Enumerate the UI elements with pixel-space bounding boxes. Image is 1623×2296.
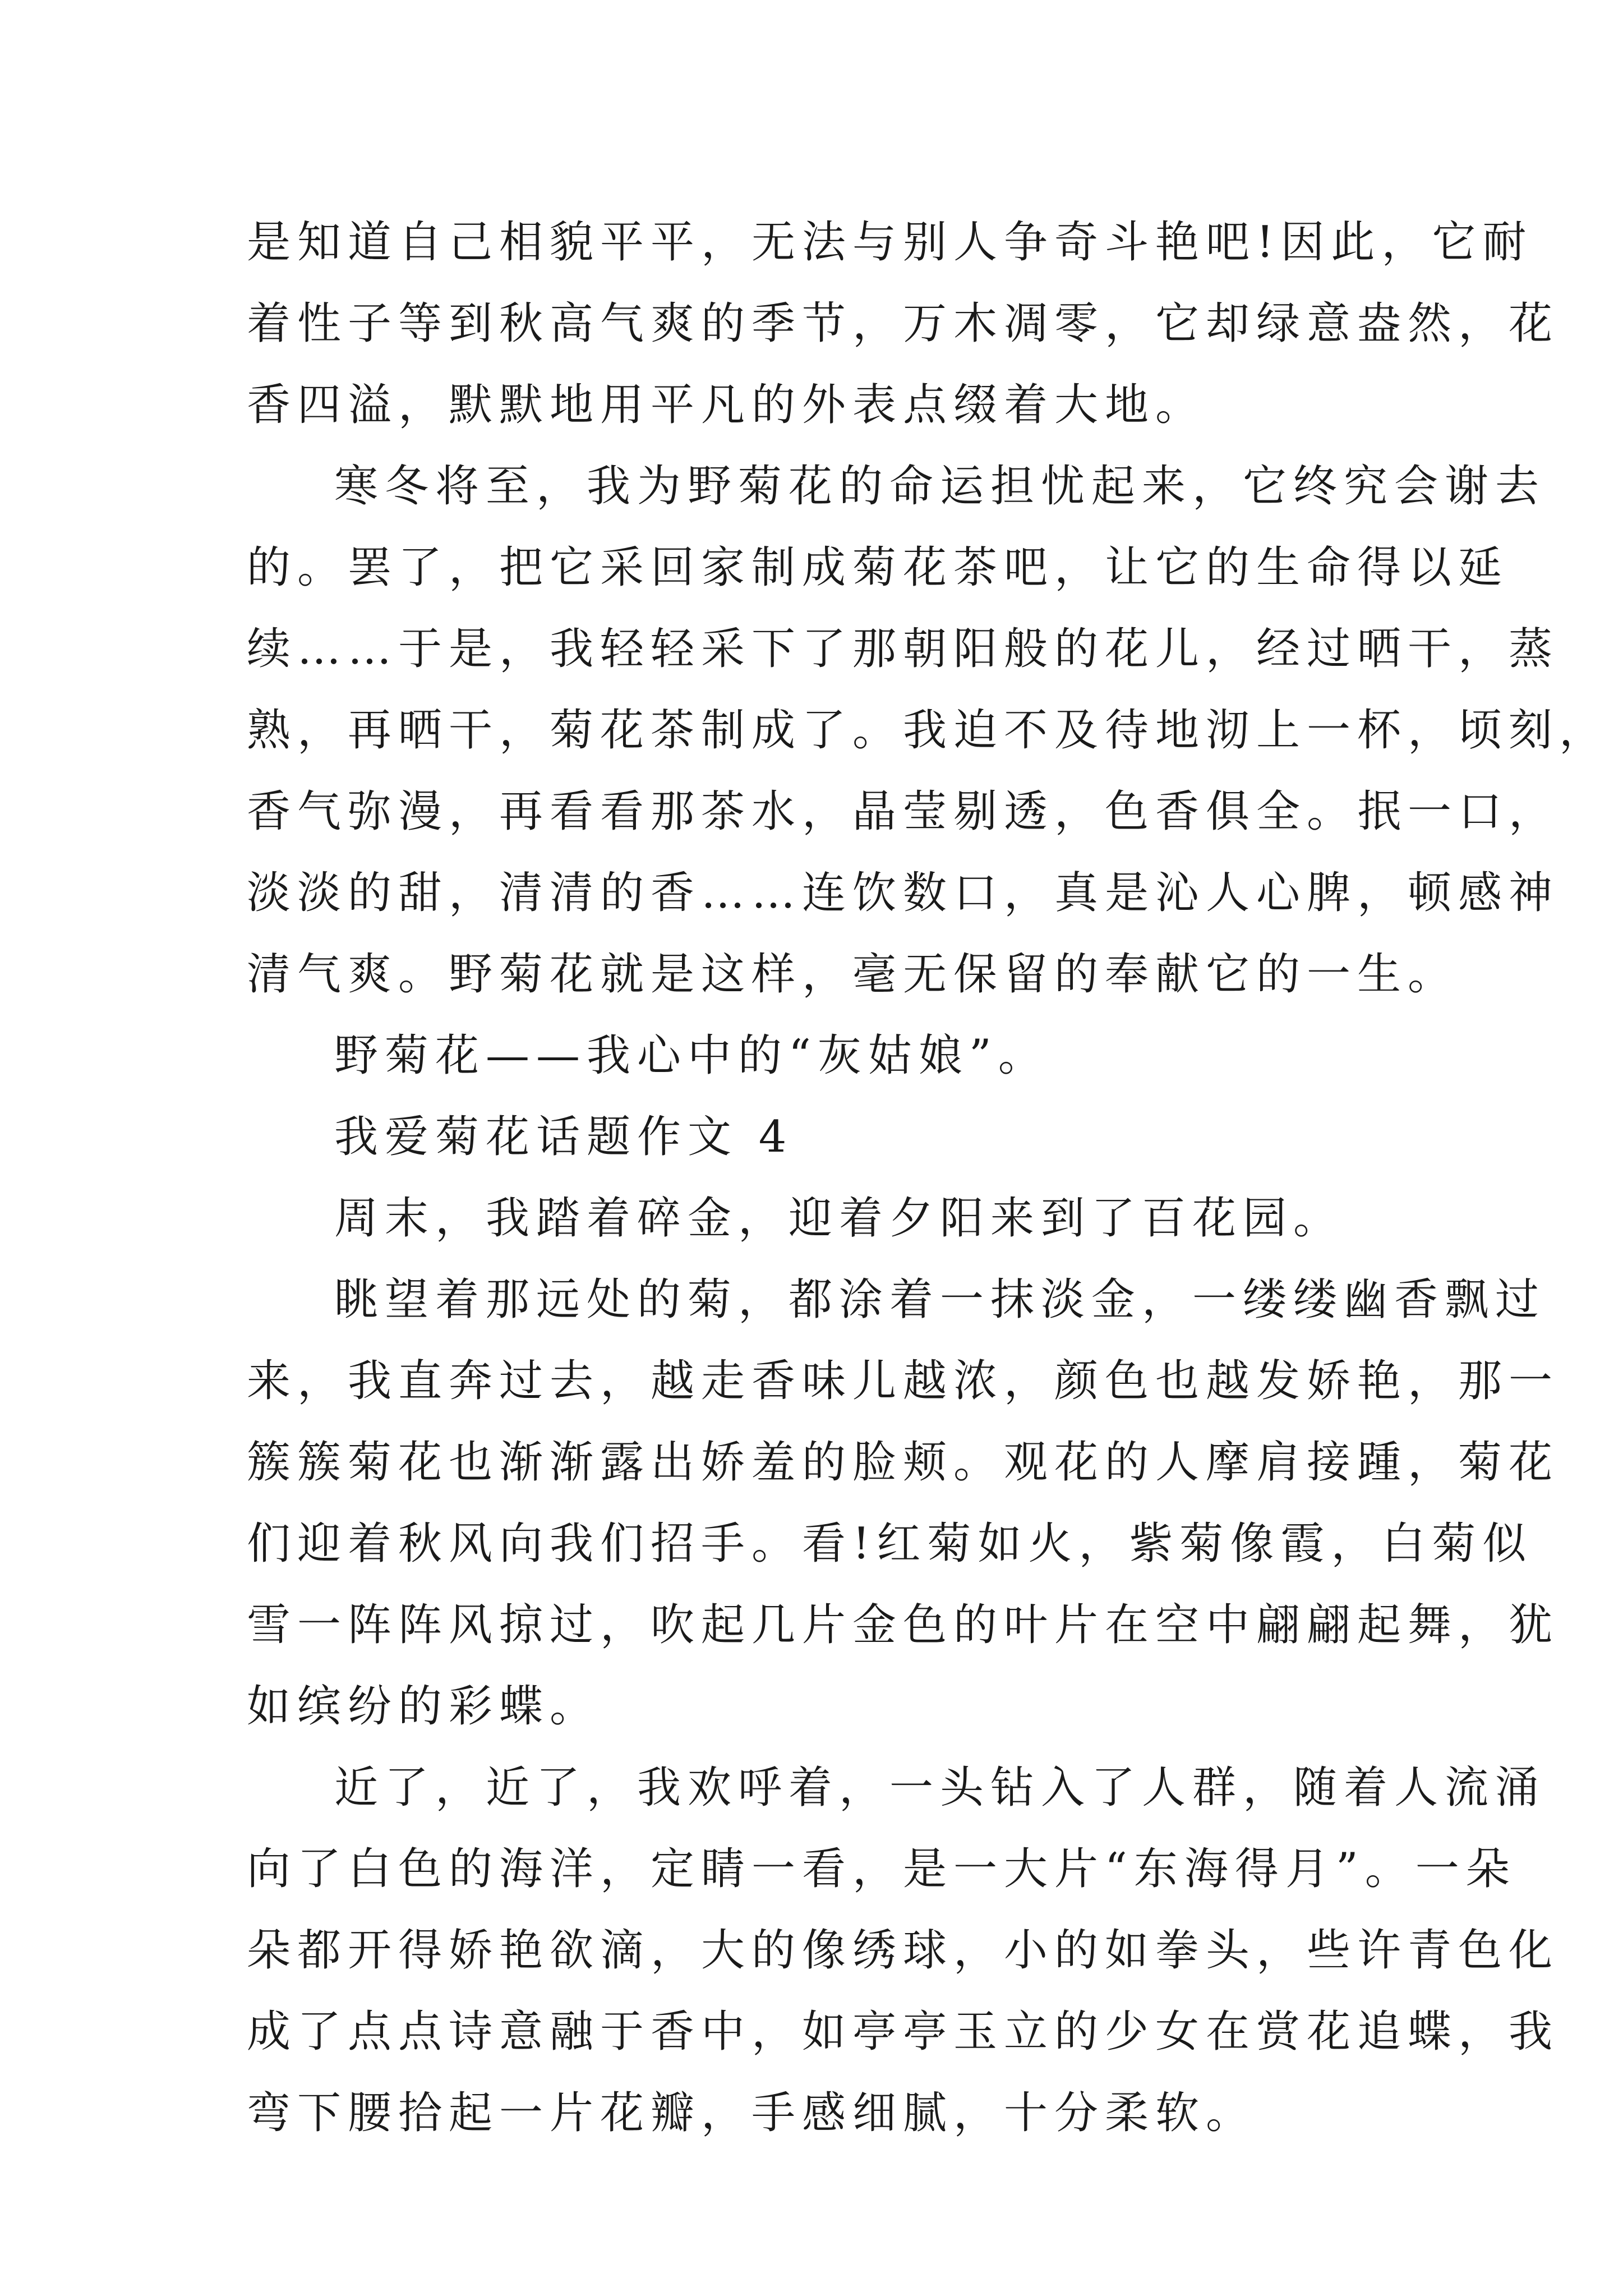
text-line: 弯下腰拾起一片花瓣，手感细腻，十分柔软。 bbox=[247, 2088, 1257, 2138]
text-line: 续……于是，我轻轻采下了那朝阳般的花儿，经过晒干，蒸 bbox=[247, 624, 1560, 674]
text-line: 雪一阵阵风掠过，吹起几片金色的叶片在空中翩翩起舞，犹 bbox=[247, 1600, 1560, 1650]
text-line: 是知道自己相貌平平，无法与别人争奇斗艳吧!因此，它耐 bbox=[247, 217, 1533, 268]
text-line: 寒冬将至，我为野菊花的命运担忧起来，它终究会谢去 bbox=[334, 461, 1546, 512]
text-line: 成了点点诗意融于香中，如亭亭玉立的少女在赏花追蝶，我 bbox=[247, 2007, 1560, 2057]
text-line: 着性子等到秋高气爽的季节，万木凋零，它却绿意盎然，花 bbox=[247, 298, 1560, 349]
text-line: 来，我直奔过去，越走香味儿越浓，颜色也越发娇艳，那一 bbox=[247, 1356, 1560, 1406]
text-line: 熟，再晒干，菊花茶制成了。我迫不及待地沏上一杯，顷刻， bbox=[247, 705, 1610, 756]
text-line: 们迎着秋风向我们招手。看!红菊如火，紫菊像霞，白菊似 bbox=[247, 1519, 1533, 1569]
text-line: 如缤纷的彩蝶。 bbox=[247, 1681, 601, 1732]
text-line: 的。罢了，把它采回家制成菊花茶吧，让它的生命得以延 bbox=[247, 542, 1509, 593]
text-line: 淡淡的甜，清清的香……连饮数口，真是沁人心脾，顿感神 bbox=[247, 868, 1560, 918]
text-line: 朵都开得娇艳欲滴，大的像绣球，小的如拳头，些许青色化 bbox=[247, 1925, 1560, 1976]
section-heading: 我爱菊花话题作文 4 bbox=[334, 1112, 794, 1162]
text-line: 眺望着那远处的菊，都涂着一抹淡金，一缕缕幽香飘过 bbox=[334, 1274, 1546, 1325]
document-body bbox=[247, 202, 1610, 2154]
text-line: 香四溢，默默地用平凡的外表点缀着大地。 bbox=[247, 380, 1206, 430]
text-line: 野菊花——我心中的“灰姑娘”。 bbox=[334, 1030, 1049, 1081]
text-line: 周末，我踏着碎金，迎着夕阳来到了百花园。 bbox=[334, 1193, 1344, 1244]
text-line: 香气弥漫，再看看那茶水，晶莹剔透，色香俱全。抿一口， bbox=[247, 786, 1560, 837]
text-line: 簇簇菊花也渐渐露出娇羞的脸颊。观花的人摩肩接踵，菊花 bbox=[247, 1437, 1560, 1488]
text-line: 向了白色的海洋，定睛一看，是一大片“东海得月”。一朵 bbox=[247, 1844, 1516, 1894]
text-line: 清气爽。野菊花就是这样，毫无保留的奉献它的一生。 bbox=[247, 949, 1459, 1000]
text-line: 近了，近了，我欢呼着，一头钻入了人群，随着人流涌 bbox=[334, 1763, 1546, 1813]
